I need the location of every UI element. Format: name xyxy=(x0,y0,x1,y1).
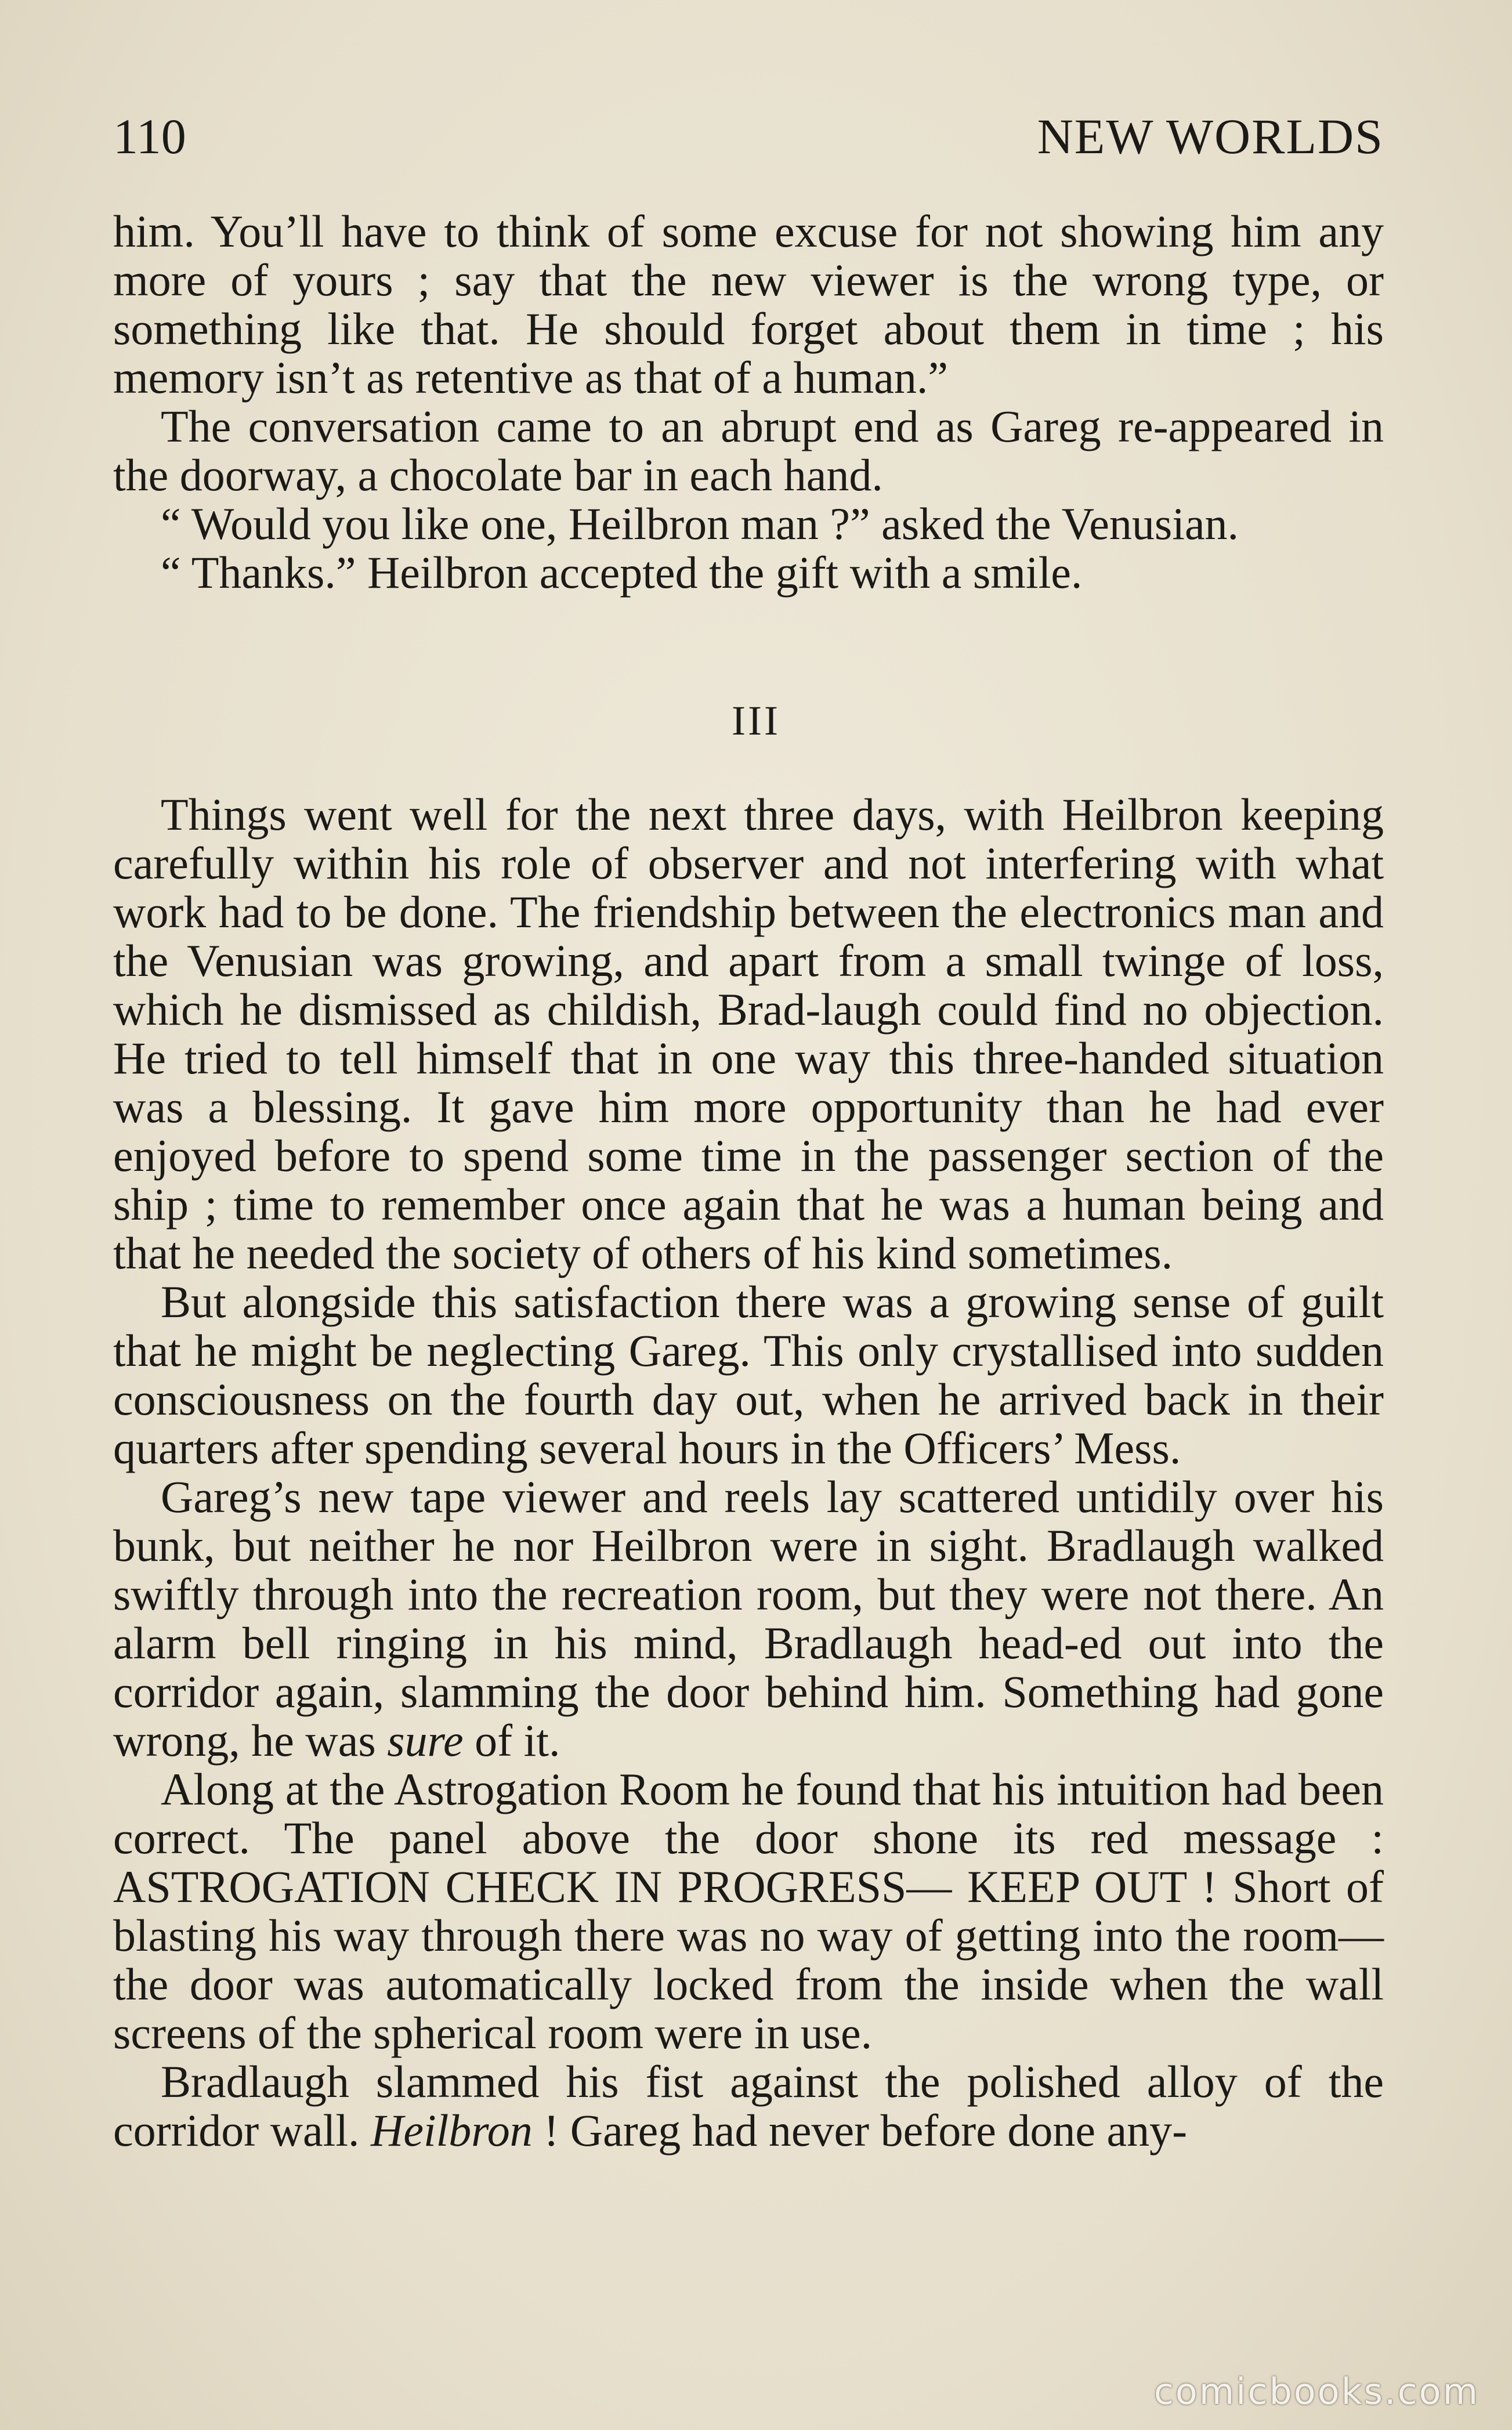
paragraph xyxy=(113,2057,1384,2155)
watermark: comicbooks.com xyxy=(1153,2370,1480,2413)
italic-emphasis: sure xyxy=(387,1715,464,1766)
italic-emphasis: Heilbron xyxy=(371,2105,533,2156)
page-number: 110 xyxy=(113,109,186,164)
paragraph: But alongside this satisfaction there was a growing sense of guilt that he might be neglecting Gareg. This only crystallised into sudden consciousness on the fourth day out, when he arrived back in their quarters after spending several hours in the Officers’ Mess. xyxy=(113,1277,1384,1473)
paragraph: “ Thanks.” Heilbron accepted the gift with a smile. xyxy=(161,547,1083,598)
paragraph-text: ! Gareg had never before done any- xyxy=(532,2105,1188,2156)
page-header xyxy=(113,107,1384,165)
paragraph xyxy=(113,1473,1384,1765)
paragraph-text: Gareg’s new tape viewer and reels lay scattered untidily over his bunk, but neither he nor Heilbron were in sight. Bradlaugh walked swiftly through into the recreation room, but they were not there. An alarm bell ringing in his mind, Bradlaugh head-ed out into the corridor again, slamming the door behind him. Something had gone wrong, he was xyxy=(113,1471,1384,1766)
paragraph: Things went well for the next three days, with Heilbron keeping carefully within his role of observer and not interfering with what work had to be done. The friendship between the electronics man and the Venusian was growing, and apart from a small twinge of loss, which he dismissed as childish, Brad-laugh could find no objection. He tried to tell himself that in one way this three-handed situation was a blessing. It gave him more opportunity than he had ever enjoyed before to spend some time in the passenger section of the ship ; time to remember once again that he was a human being and that he needed the society of others of his kind sometimes. xyxy=(113,789,1384,1278)
paragraph: him. You’ll have to think of some excuse for not showing him any more of yours ; say that the new viewer is the wrong type, or something like that. He should forget about them in time ; his memory isn’t as retentive as that of a human.” xyxy=(113,206,1384,403)
text-block-main xyxy=(113,790,1384,2155)
paragraph: “ Would you like one, Heilbron man ?” asked the Venusian. xyxy=(161,498,1239,549)
paragraph-text: of it. xyxy=(463,1715,560,1766)
paragraph-text: Bradlaugh slammed his fist against the polished alloy of the corridor wall. xyxy=(113,2056,1384,2156)
paragraph: The conversation came to an abrupt end as Gareg re-appeared in the doorway, a chocolate bar in each hand. xyxy=(113,401,1384,500)
chapter-section-numeral: III xyxy=(732,697,780,744)
running-title: NEW WORLDS xyxy=(1037,109,1384,164)
text-block-top xyxy=(113,207,1384,597)
paragraph: Along at the Astrogation Room he found that his intuition had been correct. The panel above the door shone its red message : ASTROGATION CHECK IN PROGRESS— KEEP OUT ! Short of blasting his way through there was no way of getting into the room—the door was automatically locked from the inside when the wall screens of the spherical room were in use. xyxy=(113,1764,1384,2058)
